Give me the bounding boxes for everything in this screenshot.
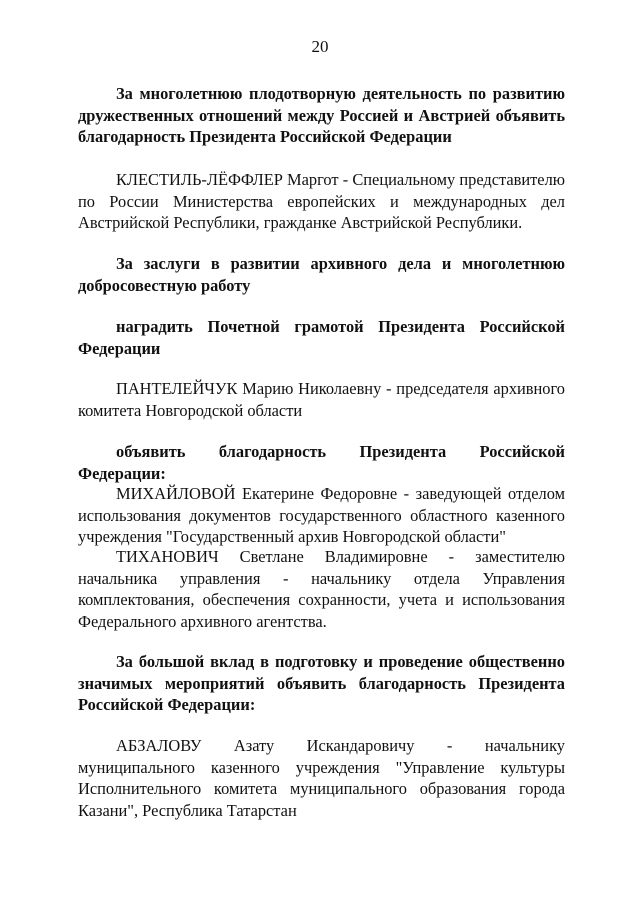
paragraph-mikhaylova: МИХАЙЛОВОЙ Екатерине Федоровне - заведующей отделом использования документов государственного областного казенного учреждения "Государственный архив Новгородской области" bbox=[78, 484, 565, 547]
paragraph-gratitude-heading: объявить благодарность Президента Российской Федерации: bbox=[78, 442, 565, 483]
paragraph-award-certificate: наградить Почетной грамотой Президента Российской Федерации bbox=[78, 317, 565, 358]
paragraph-events-heading: За большой вклад в подготовку и проведение общественно значимых мероприятий объявить благодарность Президента Российской Федерации: bbox=[78, 652, 565, 715]
paragraph-tikhanovich: ТИХАНОВИЧ Светлане Владимировне - заместителю начальника управления - начальнику отдела Управления комплектования, обеспечения сохранности, учета и использования Федерального архивного агентства. bbox=[78, 547, 565, 631]
page-number: 20 bbox=[311, 37, 329, 56]
paragraph-klestil-loeffler: КЛЕСТИЛЬ-ЛЁФФЛЕР Маргот - Специальному представителю по России Министерства европейских и международных дел Австрийской Республики, гражданке Австрийской Республики. bbox=[78, 170, 565, 233]
paragraph-friendship-heading: За многолетнюю плодотворную деятельность по развитию дружественных отношений между Россией и Австрией объявить благодарность Президента Российской Федерации bbox=[78, 84, 565, 147]
paragraph-archives-heading: За заслуги в развитии архивного дела и многолетнюю добросовестную работу bbox=[78, 254, 565, 295]
paragraph-abzalov: АБЗАЛОВУ Азату Искандаровичу - начальнику муниципального казенного учреждения "Управление культуры Исполнительного комитета муниципального образования города Казани", Республика Татарстан bbox=[78, 736, 565, 820]
paragraph-panteleychuk: ПАНТЕЛЕЙЧУК Марию Николаевну - председателя архивного комитета Новгородской области bbox=[78, 379, 565, 420]
